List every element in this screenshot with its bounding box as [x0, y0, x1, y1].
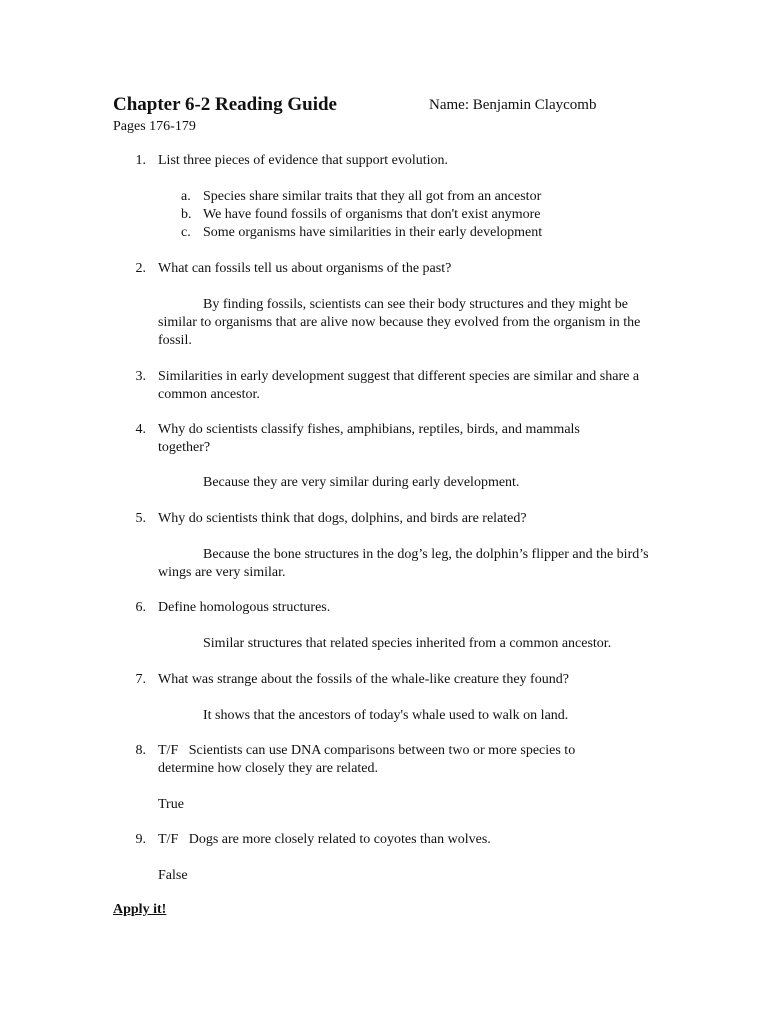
answer-text: It shows that the ancestors of today's whale used to walk on land.	[203, 708, 569, 723]
answer-text: Because they are very similar during early development.	[203, 475, 520, 490]
page-range: Pages 176-179	[113, 119, 196, 134]
question-text: List three pieces of evidence that support evolution.	[158, 153, 449, 168]
list-item	[181, 224, 651, 242]
question-text: What can fossils tell us about organisms of the past?	[158, 261, 452, 276]
question-number: 1.	[135, 153, 146, 168]
answer-text: Similar structures that related species inherited from a common ancestor.	[203, 636, 612, 651]
question-text: Why do scientists classify fishes, amphibians, reptiles, birds, and mammals together?	[158, 422, 580, 455]
list-item-label: c.	[181, 225, 191, 240]
document-title: Chapter 6-2 Reading Guide	[113, 94, 337, 115]
student-name: Name: Benjamin Claycomb	[429, 97, 597, 113]
answer-text: Because the bone structures in the dog’s leg, the dolphin’s flipper and the bird’s wings are very similar.	[158, 547, 649, 580]
question-number: 3.	[135, 369, 146, 384]
apply-it-heading: Apply it!	[113, 902, 167, 917]
question-text: T/F Scientists can use DNA comparisons between two or more species to determine how closely they are related.	[158, 743, 579, 776]
question-number: 6.	[135, 600, 146, 615]
question-number: 9.	[135, 832, 146, 847]
question-text: Why do scientists think that dogs, dolphins, and birds are related?	[158, 511, 527, 526]
answer-text: By finding fossils, scientists can see their body structures and they might be similar to organisms that are alive now because they evolved from the organism in the fossil.	[158, 297, 641, 348]
question-text: What was strange about the fossils of the whale-like creature they found?	[158, 672, 569, 687]
list-item-label: b.	[181, 207, 192, 222]
question-number: 5.	[135, 511, 146, 526]
list-item-text: Species share similar traits that they all got from an ancestor	[203, 189, 542, 204]
question-text: Define homologous structures.	[158, 600, 331, 615]
list-item-text: We have found fossils of organisms that don't exist anymore	[203, 207, 541, 222]
question-text: Similarities in early development suggest that different species are similar and share a common ancestor.	[158, 369, 640, 402]
question-number: 7.	[135, 672, 146, 687]
answer-text: False	[158, 868, 188, 883]
list-item-label: a.	[181, 189, 191, 204]
answer-text: True	[158, 797, 184, 812]
question-number: 2.	[135, 261, 146, 276]
list-item	[181, 206, 651, 224]
list-item-text: Some organisms have similarities in their early development	[203, 225, 543, 240]
question-number: 4.	[135, 422, 146, 437]
list-item	[181, 188, 651, 206]
question-text: T/F Dogs are more closely related to coyotes than wolves.	[158, 832, 491, 847]
question-number: 8.	[135, 743, 146, 758]
